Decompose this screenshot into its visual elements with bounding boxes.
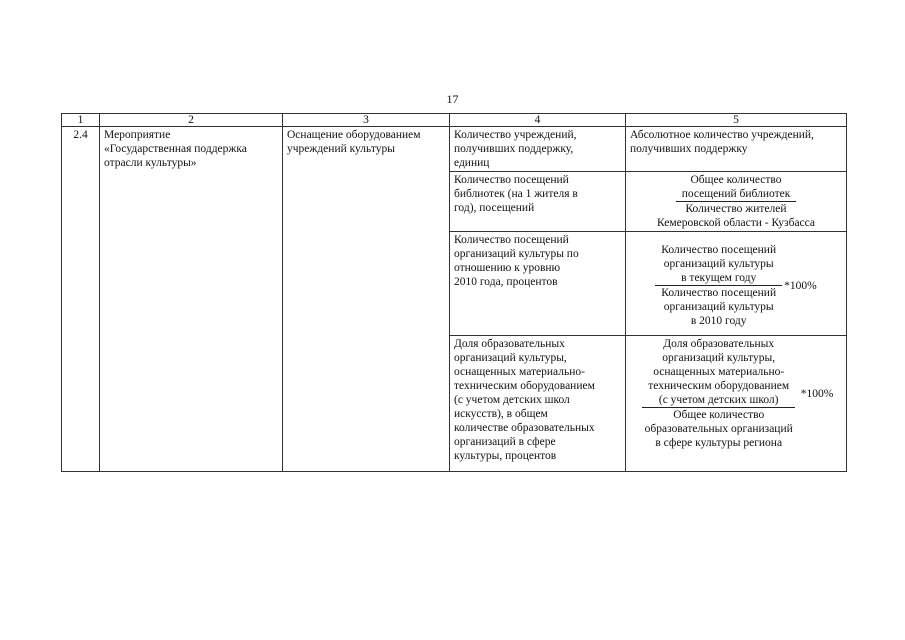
formula [630,173,842,230]
denominator-line: в сфере культуры региона [655,437,783,449]
table-header-row [62,114,847,127]
purpose-cell [283,127,450,472]
formula [630,337,842,450]
denominator-line: в 2010 году [690,315,747,327]
numerator-line: оснащенных материально- [653,366,785,378]
percent-multiplier: *100% [800,387,834,400]
denominator-line: организаций культуры [663,301,774,313]
fraction-numerator [655,243,782,286]
table-row [62,127,847,172]
indicator-line: организаций культуры по [454,248,579,260]
indicator-line: получивших поддержку, [454,143,574,155]
fraction-denominator [655,286,782,328]
method-cell [626,127,847,172]
indicator-line: организаций культуры, [454,352,567,364]
numerator-line: Доля образовательных [663,338,775,350]
denominator-line: Количество посещений [661,287,777,299]
indicator-name-cell [450,232,626,336]
indicator-line: искусств), в общем [454,408,548,420]
fraction-numerator [642,337,795,408]
numerator-line: в текущем году [681,272,757,284]
fraction [651,173,821,230]
indicator-line: оснащенных материально- [454,366,585,378]
indicator-line: год), посещений [454,202,535,214]
column-number-3: 3 [283,114,450,127]
numerator-line: посещений библиотек [681,188,791,200]
formula-cell [626,172,847,232]
numerator-line: организаций культуры, [662,352,776,364]
column-number-5: 5 [626,114,847,127]
column-number-4: 4 [450,114,626,127]
indicator-line: библиотек (на 1 жителя в [454,188,578,200]
column-number-2: 2 [100,114,283,127]
numerator-line: (с учетом детских школ) [658,394,779,406]
indicator-line: организаций в сфере [454,436,556,448]
numerator-line: техническим оборудованием [648,380,790,392]
purpose-line: Оснащение оборудованием [287,129,421,141]
fraction [655,243,782,328]
denominator-line: образовательных организаций [644,423,793,435]
indicator-line: отношению к уровню [454,262,561,274]
event-line: «Государственная поддержка [104,143,247,155]
fraction-denominator [639,408,799,450]
indicator-name-cell [450,336,626,472]
indicator-line: количестве образовательных [454,422,595,434]
indicator-line: Количество учреждений, [454,129,577,141]
denominator-line: Общее количество [673,409,765,421]
numerator-line: Количество посещений [661,244,777,256]
denominator-line: Количество жителей [685,203,787,215]
denominator-line: Кемеровской области - Кузбасса [657,217,815,229]
indicator-line: Доля образовательных [454,338,565,350]
event-line: Мероприятие [104,129,171,141]
numerator-line: Общее количество [690,174,782,186]
indicator-line: Количество посещений [454,234,569,246]
formula-cell [626,336,847,472]
event-line: отрасли культуры» [104,157,197,169]
indicator-name-cell [450,127,626,172]
percent-multiplier: *100% [784,279,817,292]
indicator-line: Количество посещений [454,174,569,186]
purpose-line: учреждений культуры [287,143,395,155]
method-line: Абсолютное количество учреждений, [630,129,814,141]
event-name-cell [100,127,283,472]
indicator-line: 2010 года, процентов [454,276,558,288]
fraction-numerator [676,173,797,202]
indicator-name-cell [450,172,626,232]
page-number: 17 [446,92,459,106]
fraction [639,337,799,450]
indicators-table [61,113,847,472]
indicator-line: единиц [454,157,490,169]
method-line: получивших поддержку [630,143,748,155]
fraction-denominator [651,202,821,230]
indicator-line: (с учетом детских школ [454,394,570,406]
formula [630,243,842,328]
indicator-line: культуры, процентов [454,450,557,462]
formula-cell [626,232,847,336]
row-number: 2.4 [62,127,100,472]
indicator-line: техническим оборудованием [454,380,595,392]
numerator-line: организаций культуры [663,258,774,270]
column-number-1: 1 [62,114,100,127]
